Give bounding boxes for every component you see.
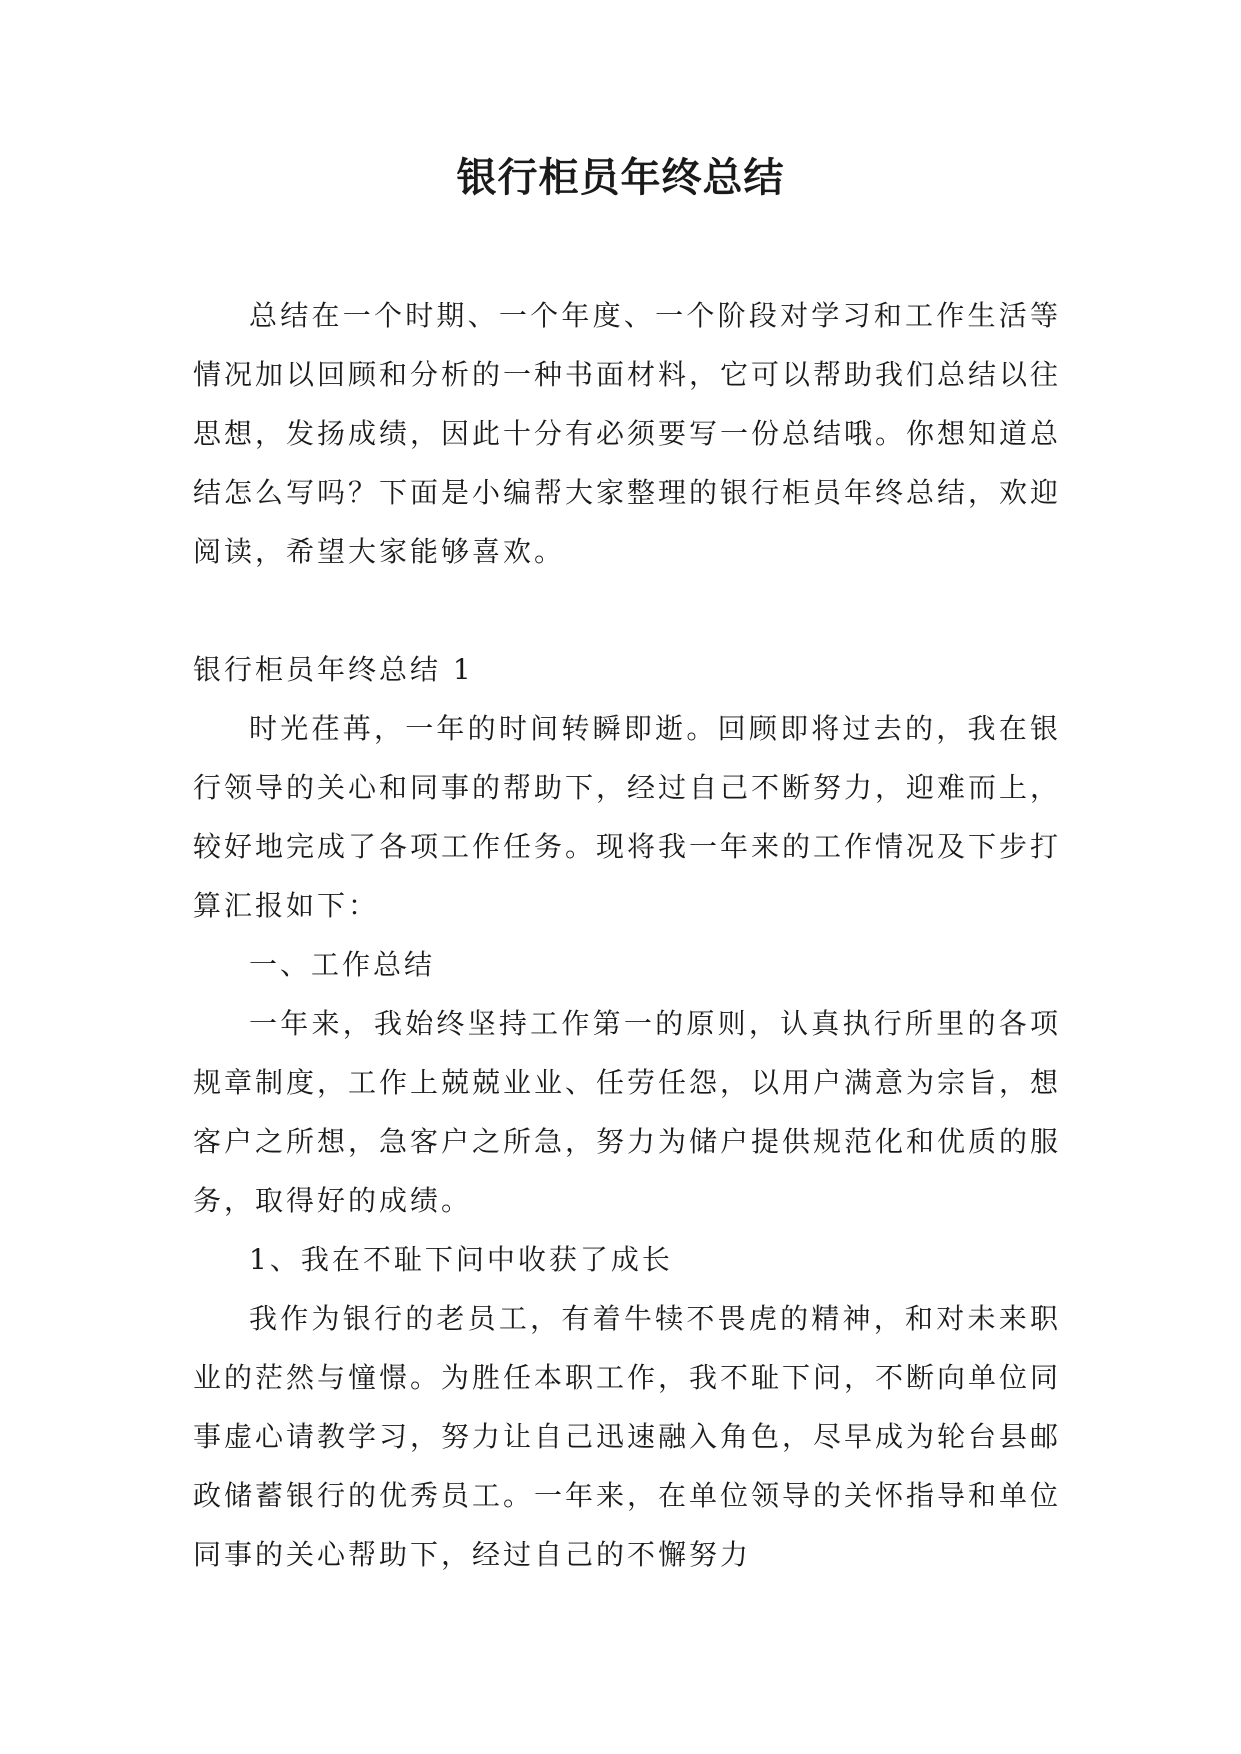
paragraph-1: 时光荏苒，一年的时间转瞬即逝。回顾即将过去的，我在银行领导的关心和同事的帮助下，经过自己不断努力，迎难而上，较好地完成了各项工作任务。现将我一年来的工作情况及下步打算汇报如下： xyxy=(193,712,1062,922)
subheading-work-summary: 一、工作总结 xyxy=(249,948,436,981)
intro-paragraph: 总结在一个时期、一个年度、一个阶段对学习和工作生活等情况加以回顾和分析的一种书面材料，它可以帮助我们总结以往思想，发扬成绩，因此十分有必须要写一份总结哦。你想知道总结怎么写吗？下面是小编帮大家整理的银行柜员年终总结，欢迎阅读，希望大家能够喜欢。 xyxy=(193,299,1062,568)
paragraph-3: 我作为银行的老员工，有着牛犊不畏虎的精神，和对未来职业的茫然与憧憬。为胜任本职工作，我不耻下问，不断向单位同事虚心请教学习，努力让自己迅速融入角色，尽早成为轮台县邮政储蓄银行的优秀员工。一年来，在单位领导的关怀指导和单位同事的关心帮助下，经过自己的不懈努力 xyxy=(193,1302,1062,1571)
document-title: 银行柜员年终总结 xyxy=(456,155,785,201)
section-heading: 银行柜员年终总结 1 xyxy=(193,653,474,686)
paragraph-2: 一年来，我始终坚持工作第一的原则，认真执行所里的各项规章制度，工作上兢兢业业、任劳任怨，以用户满意为宗旨，想客户之所想，急客户之所急，努力为储户提供规范化和优质的服务，取得好的成绩。 xyxy=(193,1007,1062,1217)
document-body xyxy=(193,286,1061,1584)
spacer xyxy=(193,581,1061,640)
subheading-growth: 1、我在不耻下问中收获了成长 xyxy=(249,1243,673,1276)
